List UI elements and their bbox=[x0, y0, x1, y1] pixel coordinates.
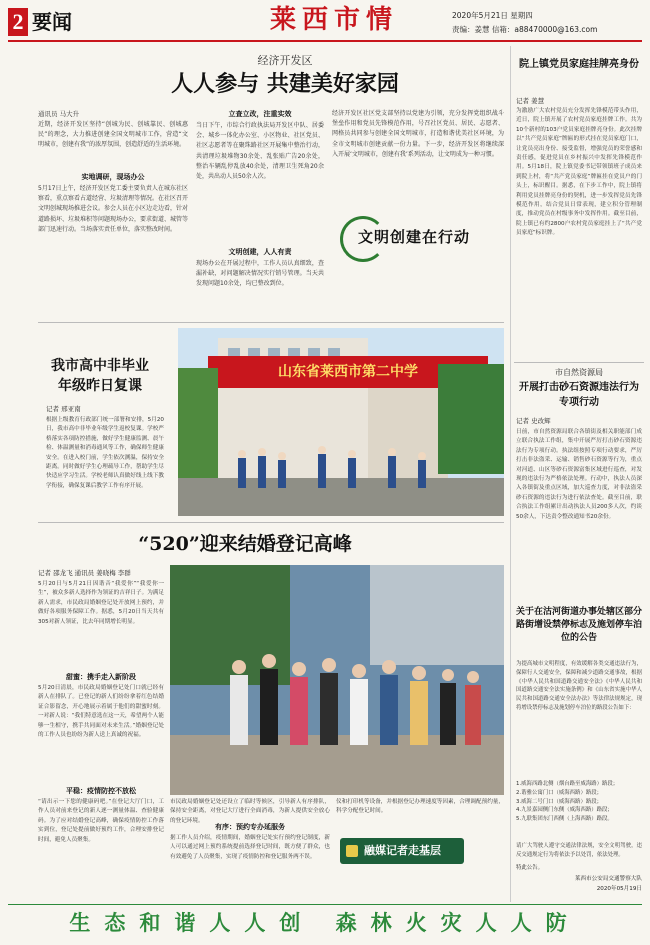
side-2-title: 开展打击砂石资源违法行为专项行动 bbox=[519, 382, 639, 408]
article-1-title: 人人参与 共建美好家园 bbox=[171, 71, 399, 97]
article-1-badge bbox=[332, 214, 502, 266]
reporter-badge-label: 融媒记者走基层 bbox=[364, 844, 441, 857]
notice-items bbox=[516, 780, 642, 824]
notice-date: 2020年05月19日 bbox=[596, 886, 642, 892]
notice-item: 2.谐雅公寓门口（威海西路）路段； bbox=[516, 789, 603, 796]
article-3-body4: 市民政局婚姻登记处还设立了临时等候区，引导新人有序排队，保持安全距离，对登记大厅进行全面消毒，为新人提供安全放心的登记环境。 bbox=[170, 799, 330, 824]
article-1-col1: 近期，经济开发区坚持“创城为民、创城靠民、创城惠民”的理念，大力推进创建全国文明城市工作，营造“文明城市，创建有我”的浓厚氛围，创造舒适的生活环境。 bbox=[38, 121, 188, 149]
article-3-title: “520”迎来结婚登记高峰 bbox=[138, 533, 352, 555]
notice-item: 5.九联集团东门西侧（上海西路）路段。 bbox=[516, 816, 613, 823]
editor-line: 责编：姜慧 信箱：a88470000@163.com bbox=[452, 25, 598, 34]
notice-intro: 为提高城市文明程度，有效缓解各类交通违法行为，保障行人交通安全，保障和减少道路交通事故，根据《中华人民共和国道路交通安全法》《中华人民共和国道路交通安全法实施条例》和《山东省实施中华人民共和国道路交通安全法办法》等法律法规规定，现将增设禁停标志及施划停车泊位的路段公告如下： bbox=[516, 661, 642, 711]
article-1-kicker: 经济开发区 bbox=[257, 54, 313, 67]
footer-rule bbox=[8, 904, 642, 905]
article-3-body5: 据工作人员介绍，疫情期间，婚姻登记处实行预约登记制度，新人可以通过网上预约系统提前选择登记时间，既方便了群众，也有效避免了人员聚集，实现了疫情防控和登记服务两不误。 bbox=[170, 835, 330, 860]
article-3-sub1: 甜蜜：携手走入新阶段 bbox=[66, 673, 136, 681]
article-1-sub2: 立查立改，注重实效 bbox=[228, 110, 292, 118]
article-3-body1: 5月20日与5月21日因谐音“我爱你”“我爱你一生”，被众多新人选择作为领证的吉祥日子。为满足新人需求，市民政局婚姻登记处开放网上预约，并做好各项服务保障工作。据悉，5月20日当天共有305对新人领证，比去年同期增长明显。 bbox=[38, 581, 164, 625]
section-name: 要闻 bbox=[32, 10, 72, 34]
notice-box bbox=[514, 602, 644, 900]
article-1-col1b: 5月17日上午，经济开发区党工委主要负责人在城东社区察看，重点察看占道经营、垃圾清理等情况。在社区召开文明创城现场推进会议。参会人员在小区边走边看，针对道路损坏、垃圾堆积等问题现场办公，要求街道、城管等部门迅速行动。当场落实责任单位，落实整改时间。 bbox=[38, 185, 189, 233]
masthead bbox=[0, 0, 650, 44]
notice-item: 4.九景嘉园侧门东侧（威海西路）路段； bbox=[516, 807, 613, 814]
article-2-byline: 记者 邢亚南 bbox=[46, 405, 81, 413]
article-1-sub1: 实地调研，现场办公 bbox=[81, 173, 145, 181]
article-2-title: 我市高中非毕业年级昨日复课 bbox=[51, 358, 149, 394]
issue-date: 2020年5月21日 星期四 bbox=[452, 11, 533, 20]
notice-issuer: 莱西市公安局交通警察大队 bbox=[574, 876, 642, 882]
footer-banner bbox=[0, 902, 650, 945]
notice-closing: 请广大驾驶人遵守交通法律法规，安全文明驾驶，违反交通规定行为将依法予以处罚，依法处理。 bbox=[516, 843, 642, 858]
article-3-body2: 5月20日清晨，市民政局婚姻登记处门口就已经有新人在排队了。已登记的新人们纷纷拿着红色结婚证合影留念，开心地展示着属于他们的甜蜜时刻。一对新人说：“我们特意选在这一天，希望两个人能够一生相守，携手共同面对未来生活。”婚姻登记处的工作人员也纷纷为新人送上真诚的祝福。 bbox=[38, 685, 164, 739]
camera-icon bbox=[346, 845, 358, 857]
article-1-sub3: 文明创建，人人有责 bbox=[228, 248, 292, 256]
article-1-col2: 现场办公在开展过程中，工作人员认真细致，查漏补缺，对问题解决情况实行销号管理。当天共发现问题10余处，均已整改到位。 bbox=[196, 260, 324, 288]
notice-item: 3.威海二号门口（威海西路）路段； bbox=[516, 798, 603, 805]
queue-photo bbox=[170, 565, 504, 795]
side-2-kicker: 市自然资源局 bbox=[555, 368, 603, 377]
article-1-byline: 通讯员 马大升 bbox=[38, 110, 80, 118]
side-1-byline: 记者 姜慧 bbox=[516, 97, 545, 105]
article-1-col3: 经济开发区社区党支部坚持以党建为引领，充分发挥党组织战斗堡垒作用和党员先锋模范作用，号召社区党员、居民、志愿者、网格员共同参与创建全国文明城市，打造和谐优美社区环境，为全市文明城市创建贡献一份力量。下一步，经济开发区将继续深入开展‘文明城市，创建有我’系列活动，让文明成为一种习惯。 bbox=[332, 110, 504, 158]
school-banner: 山东省莱西市第二中学 bbox=[278, 364, 418, 380]
notice-footer: 特此公告。 bbox=[516, 865, 543, 871]
article-2-body: 根据上级教育行政部门统一部署和安排，5月20日，我市高中非毕业年级学生返校复课。学校严格落实各项防控措施，做好学生健康监测、晨午检、体温测量和消毒通风等工作，确保师生健康安全。在进入校门前，学生依次测温，保持安全距离。同时做好学生心理疏导工作，帮助学生尽快适应学习生活。学校老师认真做好线上线下教学衔接，确保复课后教学工作有序开展。 bbox=[46, 417, 164, 489]
article-3-body3: “请出示一下您的健康码吧。”在登记大厅门口，工作人员对前来登记的新人逐一测量体温、查验健康码。为了应对结婚登记高峰，确保疫情防控工作落实到位，登记处提前做好预约工作，合理安排登记时间，避免人员聚集。 bbox=[38, 799, 164, 843]
article-3-sub2: 平稳：疫情防控不放松 bbox=[66, 787, 136, 795]
side-1-title: 院上镇党员家庭挂牌亮身份 bbox=[519, 59, 639, 70]
article-3-byline: 记者 邵龙飞 通讯员 姜晓梅 李群 bbox=[38, 569, 131, 577]
notice-item: 1.威海西路北侧（烟台路至威海路）路段； bbox=[516, 781, 619, 787]
side-2-body: 日前，市自然资源局联合各镇街及相关职能部门成立联合执法工作组，集中开展严厉打击砂石资源违法行为专项行动。执法组按照专项行动要求，严厉打击非法盗采、运输、销售砂石资源等行为，重点对河道、山区等砂石资源富集区域进行巡查，对发现的违法行为严格依法处理。行动中，执法人员深入各镇街及重点区域，加大巡查力度，对非法盗采砂石资源的违法行为进行依法查处。截至目前，联合执法工作组累计出动执法人员200多人次，约谈50余人，下达责令整改通知书20余份。 bbox=[516, 429, 642, 520]
badge-label: 文明创建在行动 bbox=[358, 228, 471, 246]
paper-name: 莱西市情 bbox=[270, 5, 399, 35]
school-photo bbox=[178, 328, 504, 516]
side-1-body: 为激励广大农村党员充分发挥先锋模范带头作用，近日，院上镇开展了农村党员家庭挂牌工作。共为10个新村的103户党员家庭挂牌亮身份。此次挂牌以“共产党员家庭”牌匾的形式挂在党员家庭门口，让党员亮出身份、接受监督，增强党员的荣誉感和责任感，促进党员在乡村振兴中发挥先锋模范作用。5月18日，院上镇党委书记带领镇班子成员来到院上村，将“共产党员家庭”牌匾挂在党员户的门头上，标识醒目。据悉，在下步工作中，院上镇将利用党员挂牌亮身份的契机，进一步发挥党员先锋模范作用，结合党员日常表现，建立积分管理制度，推动党员在村级事务中发挥作用。截至目前，院上镇已有约2800户农村党员家庭挂上了“共产党员家庭”标识牌。 bbox=[516, 108, 642, 237]
footer-slogan: 生态和谐人人创 森林火灾人人防 bbox=[69, 910, 581, 935]
article-1-col2b: 当日下午，市综合行政执法局开发区中队、居委会、城乡一体化办公室、小区物业、社区党员、社区志愿者等在聚珠路社区开展集中整治行动，共清理垃圾堆物30余处、乱张贴广告20余处，整治车辆乱停乱放40余处，清理卫生死角20余处，共出动人员50余人次。 bbox=[196, 122, 324, 181]
masthead-rule bbox=[8, 40, 642, 42]
side-2-byline: 记者 史改辉 bbox=[516, 417, 551, 425]
article-3-body6: 仪和打印机等设备，并根据登记办理速度等因素，合理调配预约量，科学分配登记时间。 bbox=[336, 799, 504, 815]
page-number: 2 bbox=[8, 8, 28, 36]
reporter-badge bbox=[340, 838, 464, 864]
article-3-sub3: 有序：预约专办延服务 bbox=[215, 823, 285, 831]
notice-title: 关于在沽河街道办事处辖区部分路街增设禁停标志及施划停车泊位的公告 bbox=[516, 607, 643, 643]
